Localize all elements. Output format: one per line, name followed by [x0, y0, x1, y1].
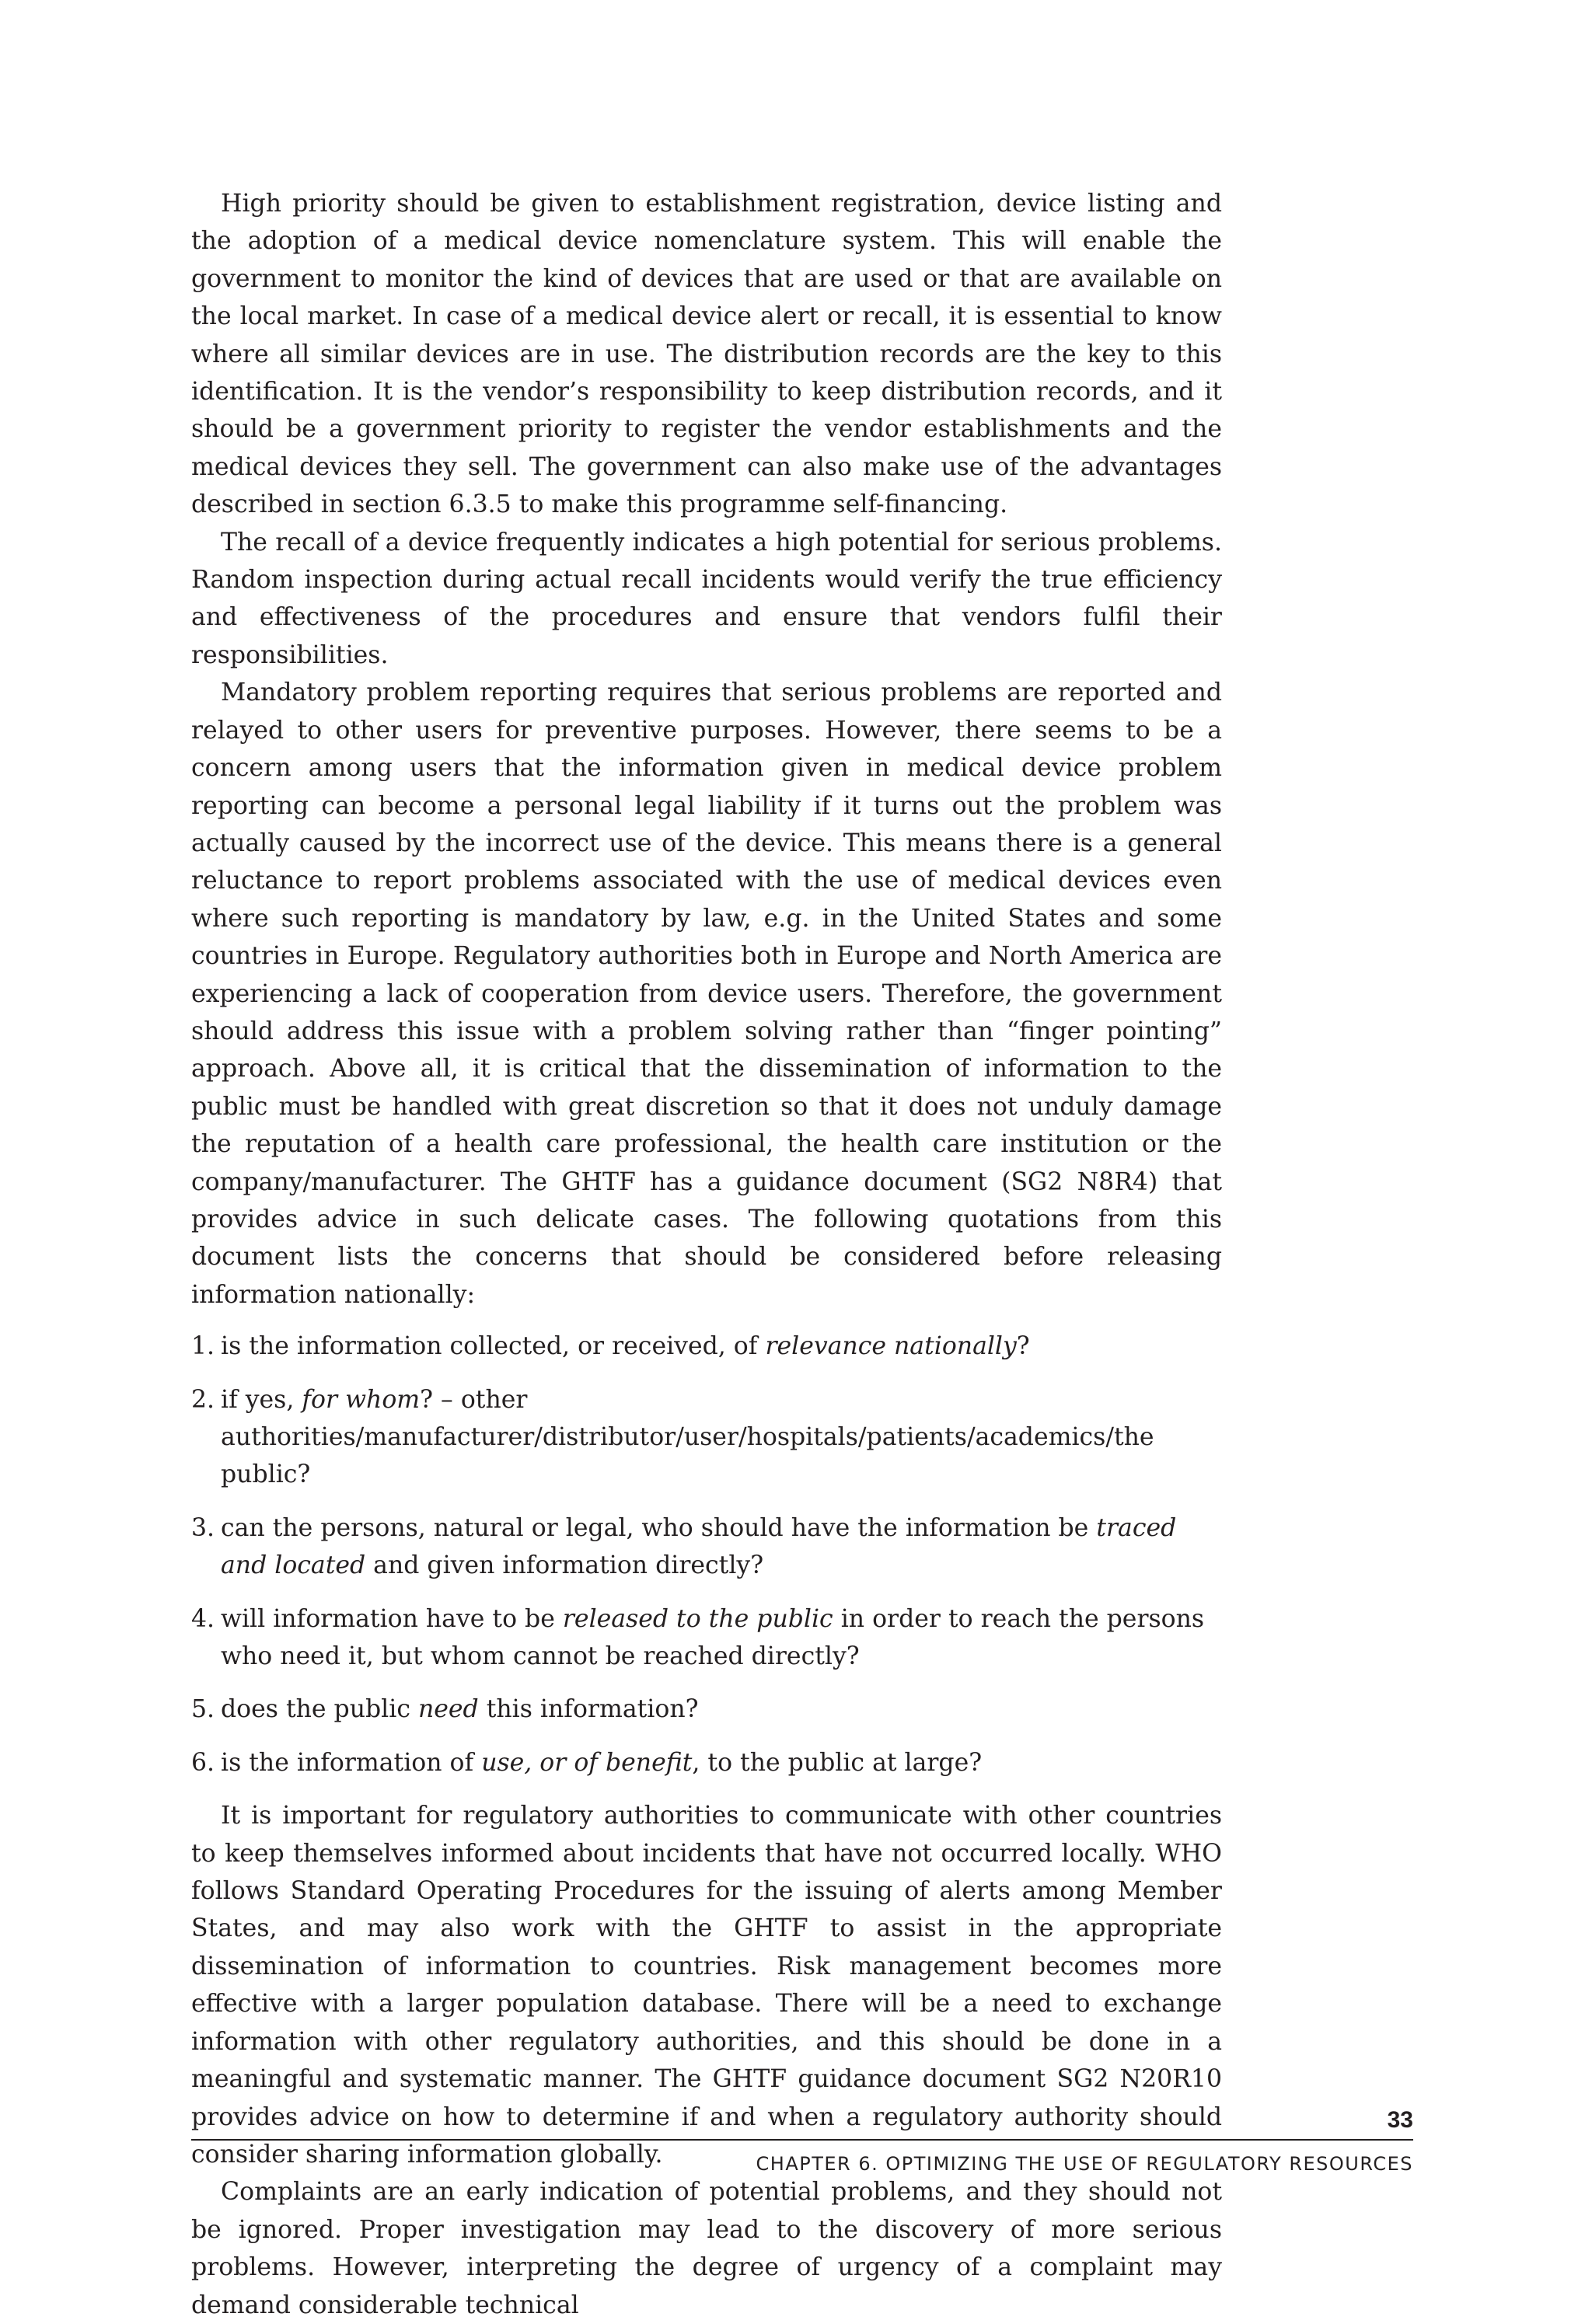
page-number: 33 [1387, 2107, 1413, 2133]
list-item-number: 4. [191, 1604, 215, 1633]
list-item-emphasis: relevance nationally [765, 1332, 1017, 1361]
paragraph-complaints: Complaints are an early indication of potential problems, and they should not be ignored. Proper investigation may lead to the discovery of more serious problems. However, interpreting the degree of urgency of a complaint may demand considerable technical [191, 2178, 1222, 2319]
paragraph-establishment-registration: High priority should be given to establishment registration, device listing and the adoption of a medical device nomenclature system. This will enable the government to monitor the kind of devices that are used or that are available on the local market. In case of a medical device alert or recall, it is essential to know where all similar devices are in use. The distribution records are the key to this identification. It is the vendor’s responsibility to keep distribution records, and it should be a government priority to register the vendor establishments and the medical devices they sell. The government can also make use of the advantages described in section 6.3.5 to make this programme self-financing. [191, 190, 1222, 519]
list-item-text: ? – other authorities/manufacturer/distributor/user/hospitals/patients/academics/the public? [221, 1385, 1154, 1489]
list-item [191, 1381, 1222, 1494]
list-item-emphasis: use, or of benefit [481, 1748, 693, 1777]
body-text [191, 185, 1222, 2324]
list-item-text: will information have to be [221, 1604, 563, 1633]
paragraph-international-communication: It is important for regulatory authorities to communicate with other countries to keep themselves informed about incidents that have not occurred locally. WHO follows Standard Operating Procedures for the issuing of alerts among Member States, and may also work with the GHTF to assist in the appropriate dissemination of information to countries. Risk management becomes more effective with a larger population database. There will be a need to exchange information with other regulatory authorities, and this should be done in a meaningful and systematic manner. The GHTF guidance document SG2 N20R10 provides advice on how to determine if and when a regulatory authority should consider sharing information globally. [191, 1802, 1222, 2169]
list-item [191, 1600, 1222, 1676]
list-item [191, 1328, 1222, 1365]
footer-divider [191, 2139, 1413, 2141]
list-item-text: can the persons, natural or legal, who should have the information be [221, 1513, 1097, 1542]
concerns-list [191, 1328, 1222, 1781]
running-footer-chapter-title: CHAPTER 6. OPTIMIZING THE USE OF REGULATORY RESOURCES [756, 2153, 1413, 2175]
list-item-text: is the information of [221, 1748, 482, 1777]
list-item-emphasis: for whom [302, 1385, 421, 1414]
list-item-number: 2. [191, 1385, 215, 1414]
list-item-number: 3. [191, 1513, 215, 1542]
list-item [191, 1744, 1222, 1781]
list-item [191, 1691, 1222, 1728]
paragraph-mandatory-reporting: Mandatory problem reporting requires that serious problems are reported and relayed to other users for preventive purposes. However, there seems to be a concern among users that the information given in medical device problem reporting can become a personal legal liability if it turns out the problem was actually caused by the incorrect use of the device. This means there is a general reluctance to report problems associated with the use of medical devices even where such reporting is mandatory by law, e.g. in the United States and some countries in Europe. Regulatory authorities both in Europe and North America are experiencing a lack of cooperation from device users. Therefore, the government should address this issue with a problem solving rather than “finger pointing” approach. Above all, it is critical that the dissemination of information to the public must be handled with great discretion so that it does not unduly damage the reputation of a health care professional, the health care institution or the company/manufacturer. The GHTF has a guidance document (SG2 N8R4) that provides advice in such delicate cases. The following quotations from this document lists the concerns that should be considered before releasing information nationally: [191, 679, 1222, 1309]
list-item-text: in order to reach the persons who need it, but whom cannot be reached directly? [221, 1604, 1205, 1671]
list-item-number: 1. [191, 1332, 215, 1361]
list-item-text: this information? [478, 1695, 699, 1724]
list-item-text: ? [1016, 1332, 1030, 1361]
list-item-emphasis: released to the public [562, 1604, 833, 1633]
list-item-emphasis: need [417, 1695, 479, 1724]
list-item-number: 6. [191, 1748, 215, 1777]
list-item-text: does the public [221, 1695, 418, 1724]
list-item-number: 5. [191, 1695, 215, 1724]
list-item-text: and given information directly? [365, 1551, 764, 1580]
list-item-text: if yes, [221, 1385, 302, 1414]
paragraph-recall: The recall of a device frequently indicates a high potential for serious problems. Random inspection during actual recall incidents would verify the true efficiency and effectiveness of the procedures and ensure that vendors fulfil their responsibilities. [191, 528, 1222, 669]
list-item [191, 1509, 1222, 1585]
list-item-emphasis: traced and located [221, 1513, 1177, 1580]
list-item-text: is the information collected, or received, of [221, 1332, 766, 1361]
list-item-text: , to the public at large? [692, 1748, 983, 1777]
